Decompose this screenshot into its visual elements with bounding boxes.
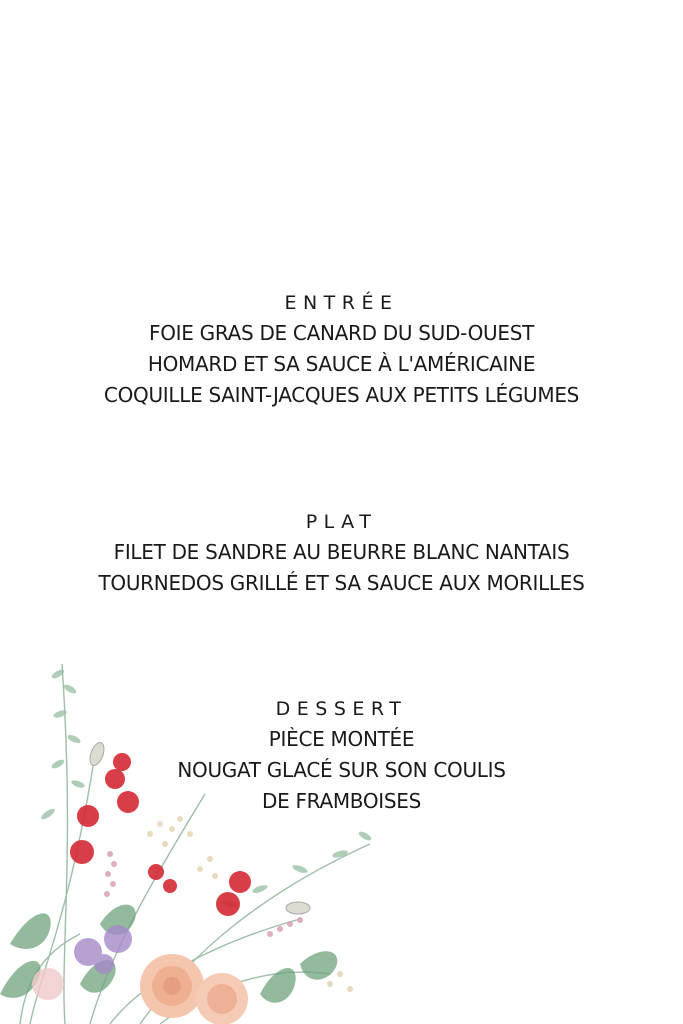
- dish-item: DE FRAMBOISES: [261, 789, 422, 813]
- dish-item: FOIE GRAS DE CANARD DU SUD-OUEST: [148, 321, 535, 345]
- menu-section-plat: [0, 507, 683, 599]
- lavender-sprigs: [104, 851, 303, 937]
- floral-bouquet-illustration: [0, 654, 400, 1024]
- section-heading-entree: ENTRÉE: [284, 292, 399, 314]
- section-heading-plat: PLAT: [305, 511, 378, 533]
- section-heading-dessert: DESSERT: [275, 698, 408, 720]
- menu-section-entree: [0, 288, 683, 411]
- dish-item: PIÈCE MONTÉE: [268, 727, 415, 751]
- dish-item: TOURNEDOS GRILLÉ ET SA SAUCE AUX MORILLES: [98, 571, 585, 595]
- dish-item: FILET DE SANDRE AU BEURRE BLANC NANTAIS: [113, 540, 570, 564]
- lilac-flowers: [74, 925, 132, 974]
- dish-item: HOMARD ET SA SAUCE À L'AMÉRICAINE: [147, 352, 536, 376]
- dish-item: NOUGAT GLACÉ SUR SON COULIS: [177, 758, 506, 782]
- dish-item: COQUILLE SAINT-JACQUES AUX PETITS LÉGUMES: [103, 383, 580, 407]
- red-berries: [70, 753, 251, 916]
